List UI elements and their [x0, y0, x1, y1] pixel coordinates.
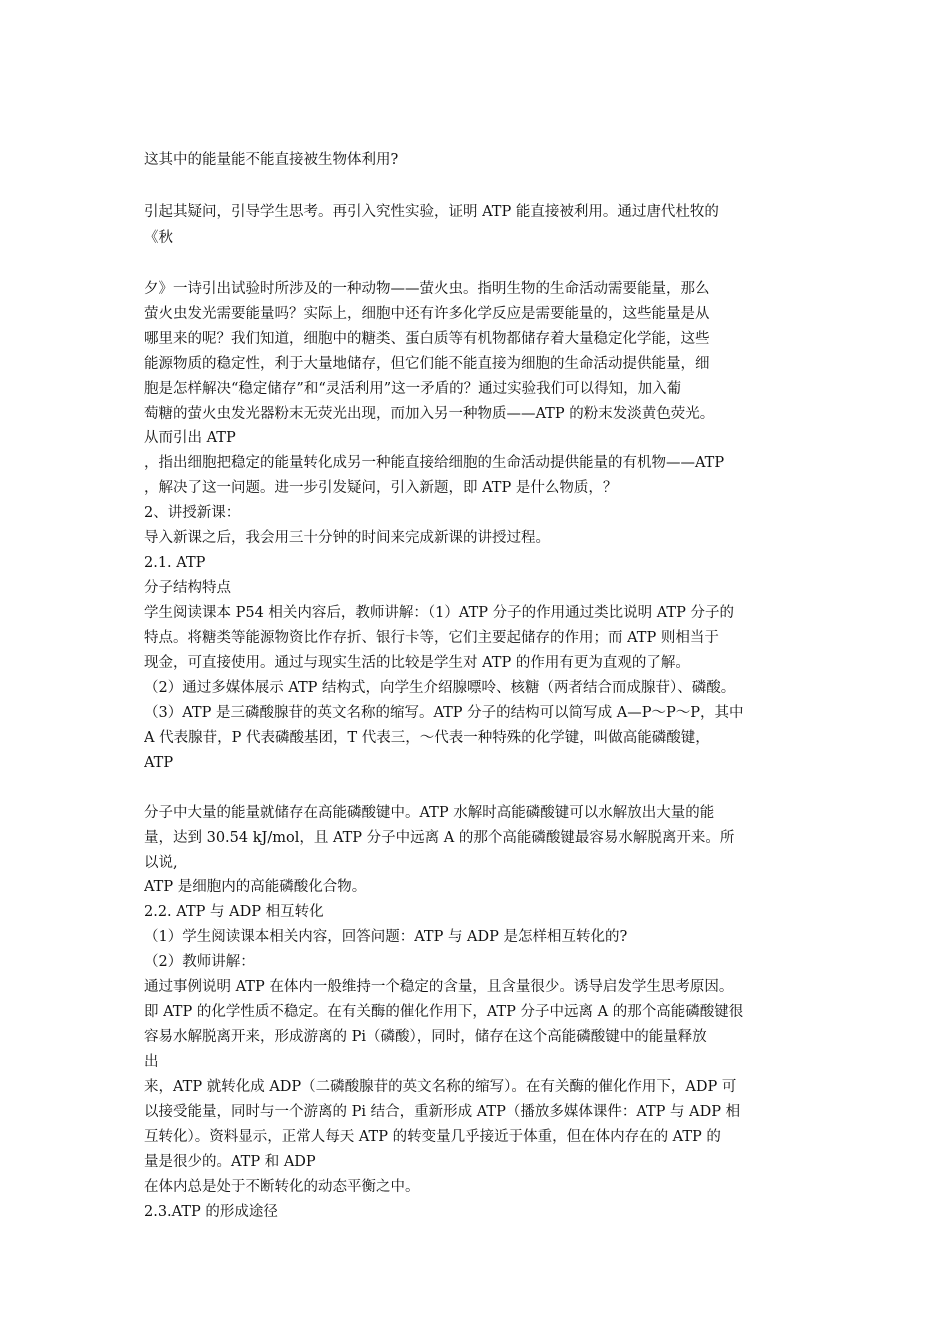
text-line: 以说, — [144, 855, 178, 871]
text-line: 即 ATP 的化学性质不稳定。在有关酶的催化作用下，ATP 分子中远离 A 的那个高能磷酸键很 — [144, 1004, 744, 1020]
text-line: 分子结构特点 — [144, 580, 231, 596]
text-line: 来，ATP 就转化成 ADP（二磷酸腺苷的英文名称的缩写）。在有关酶的催化作用下，ADP 可 — [144, 1079, 737, 1095]
text-line: （2）教师讲解： — [144, 954, 255, 970]
text-line: ATP — [144, 755, 174, 771]
text-line: （3）ATP 是三磷酸腺苷的英文名称的缩写。ATP 分子的结构可以简写成 A—P～P～P，其中 — [144, 705, 744, 721]
text-line: ，解决了这一问题。进一步引发疑问，引入新题，即 ATP 是什么物质，？ — [144, 480, 618, 496]
text-line: A 代表腺苷，P 代表磷酸基团，T 代表三，～代表一种特殊的化学键，叫做高能磷酸键， — [144, 730, 710, 746]
text-line: 出 — [144, 1054, 159, 1070]
text-line: 量，达到 30.54 kJ/mol，且 ATP 分子中远离 A 的那个高能磷酸键最容易水解脱离开来。所 — [144, 830, 735, 846]
text-line: 分子中大量的能量就储存在高能磷酸键中。ATP 水解时高能磷酸键可以水解放出大量的能 — [144, 805, 715, 821]
text-line: 这其中的能量能不能直接被生物体利用? — [144, 152, 399, 168]
text-line: 特点。将糖类等能源物资比作存折、银行卡等，它们主要起储存的作用；而 ATP 则相当于 — [144, 630, 719, 646]
text-line: 萤火虫发光需要能量吗？实际上，细胞中还有许多化学反应是需要能量的，这些能量是从 — [144, 306, 710, 322]
text-line: 萄糖的萤火虫发光器粉末无荧光出现，而加入另一种物质——ATP 的粉末发淡黄色荧光。 — [144, 406, 715, 422]
text-line: （2）通过多媒体展示 ATP 结构式，向学生介绍腺嘌呤、核糖（两者结合而成腺苷）、磷酸。 — [144, 680, 736, 696]
section-heading: 2.1. ATP — [144, 555, 206, 571]
section-heading: 2.3.ATP 的形成途径 — [144, 1204, 278, 1220]
text-line: 以接受能量，同时与一个游离的 Pi 结合，重新形成 ATP（播放多媒体课件：ATP 与 ADP 相 — [144, 1104, 741, 1120]
section-heading: 2、讲授新课： — [144, 505, 241, 521]
text-line: 导入新课之后，我会用三十分钟的时间来完成新课的讲授过程。 — [144, 530, 550, 546]
text-line: 在体内总是处于不断转化的动态平衡之中。 — [144, 1179, 420, 1195]
text-line: 《秋 — [144, 230, 173, 246]
text-line: 引起其疑问，引导学生思考。再引入究性实验，证明 ATP 能直接被利用。通过唐代杜牧的 — [144, 204, 719, 220]
text-line: 通过事例说明 ATP 在体内一般维持一个稳定的含量，且含量很少。诱导启发学生思考原因。 — [144, 979, 734, 995]
text-line: （1）学生阅读课本相关内容，回答问题：ATP 与 ADP 是怎样相互转化的? — [144, 929, 628, 945]
text-line: 夕》一诗引出试验时所涉及的一种动物——萤火虫。指明生物的生命活动需要能量，那么 — [144, 281, 710, 297]
text-line: 量是很少的。ATP 和 ADP — [144, 1154, 316, 1170]
text-line: 容易水解脱离开来，形成游离的 Pi（磷酸），同时，储存在这个高能磷酸键中的能量释放 — [144, 1029, 707, 1045]
text-line: ATP 是细胞内的高能磷酸化合物。 — [144, 879, 367, 895]
text-line: 胞是怎样解决“稳定储存”和“灵活利用”这一矛盾的？通过实验我们可以得知，加入葡 — [144, 381, 682, 397]
text-line: 现金，可直接使用。通过与现实生活的比较是学生对 ATP 的作用有更为直观的了解。 — [144, 655, 690, 671]
text-line: ，指出细胞把稳定的能量转化成另一种能直接给细胞的生命活动提供能量的有机物——ATP — [144, 455, 725, 471]
text-line: 互转化）。资料显示，正常人每天 ATP 的转变量几乎接近于体重，但在体内存在的 ATP 的 — [144, 1129, 721, 1145]
text-line: 学生阅读课本 P54 相关内容后，教师讲解：（1）ATP 分子的作用通过类比说明 ATP 分子的 — [144, 605, 734, 621]
section-heading: 2.2. ATP 与 ADP 相互转化 — [144, 904, 324, 920]
text-line: 能源物质的稳定性，利于大量地储存，但它们能不能直接为细胞的生命活动提供能量，细 — [144, 356, 710, 372]
text-line: 哪里来的呢？我们知道，细胞中的糖类、蛋白质等有机物都储存着大量稳定化学能，这些 — [144, 331, 710, 347]
text-line: 从而引出 ATP — [144, 430, 236, 446]
